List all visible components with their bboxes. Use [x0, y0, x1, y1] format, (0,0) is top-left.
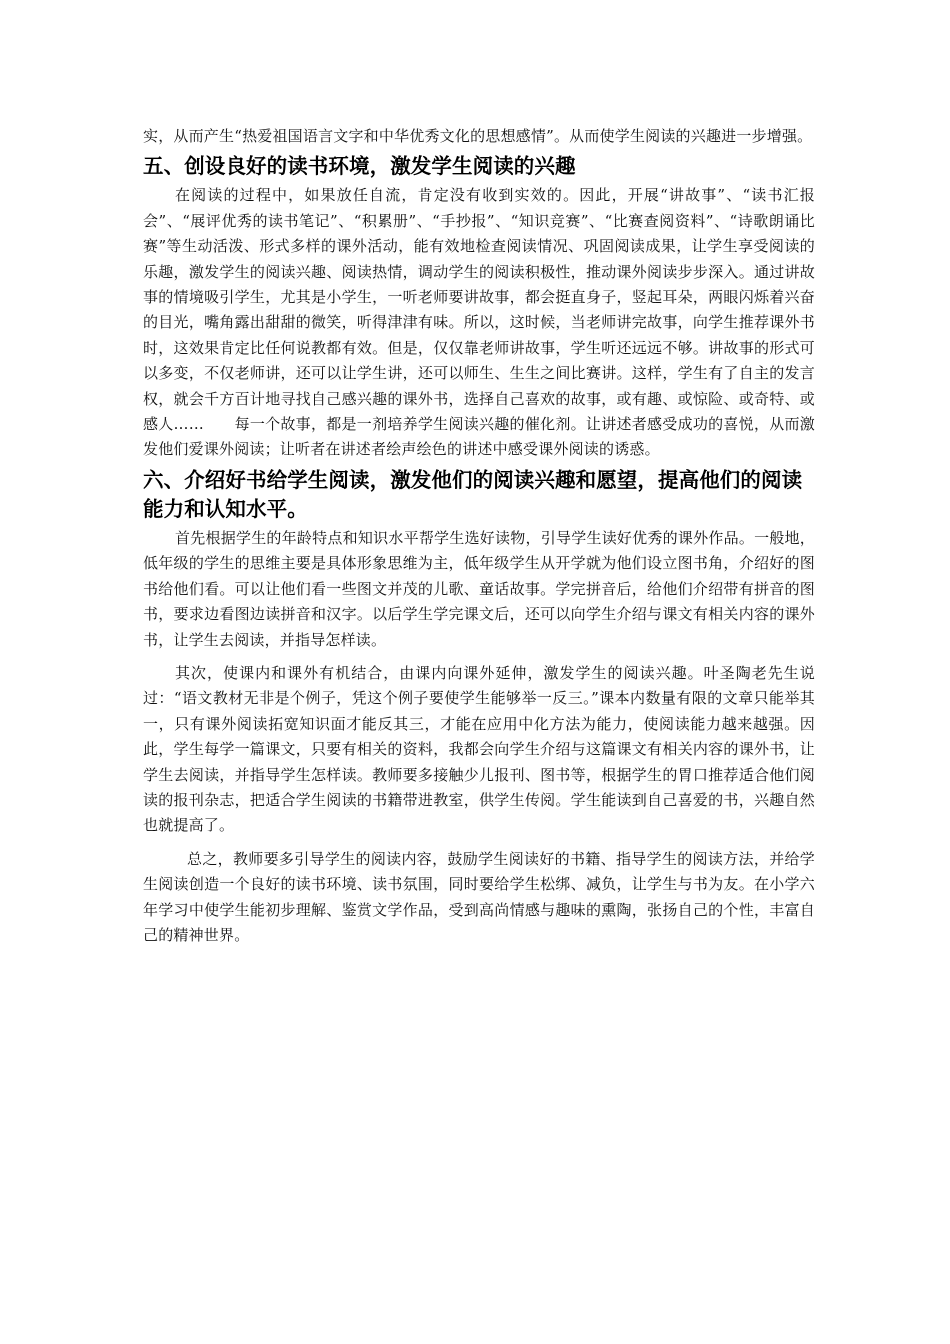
conclusion-paragraph: 总之，教师要多引导学生的阅读内容，鼓励学生阅读好的书籍、指导学生的阅读方法，并给学生阅读创造一个良好的读书环境、读书氛围，同时要给学生松绑、减负，让学生与书为友。在小学六年学习中使学生能初步理解、鉴赏文学作品，受到高尚情感与趣味的熏陶，张扬自己的个性，丰富自己的精神世界。	[143, 849, 815, 944]
document-body	[143, 124, 815, 948]
intro-tail-paragraph: 实，从而产生“热爱祖国语言文字和中华优秀文化的思想感情”。从而使学生阅读的兴趣进一步增强。	[143, 127, 813, 145]
section-5-heading: 五、创设良好的读书环境，激发学生阅读的兴趣	[143, 154, 576, 179]
section-5-paragraph: 在阅读的过程中，如果放任自流，肯定没有收到实效的。因此，开展“讲故事”、“读书汇报会”、“展评优秀的读书笔记”、“积累册”、“手抄报”、“知识竞赛”、“比赛查阅资料”、“诗歌朗诵比赛”等生动活泼、形式多样的课外活动，能有效地检查阅读情况、巩固阅读成果，让学生享受阅读的乐趣，激发学生的阅读兴趣、阅读热情，调动学生的阅读积极性，推动课外阅读步步深入。通过讲故事的情境吸引学生，尤其是小学生，一听老师要讲故事，都会挺直身子，竖起耳朵，两眼闪烁着兴奋的目光，嘴角露出甜甜的微笑，听得津津有味。所以，这时候，当老师讲完故事，向学生推荐课外书时，这效果肯定比任何说教都有效。但是，仅仅靠老师讲故事，学生听还远远不够。讲故事的形式可以多变，不仅老师讲，还可以让学生讲，还可以师生、生生之间比赛讲。这样，学生有了自主的发言权，就会千方百计地寻找自己感兴趣的课外书，选择自己喜欢的故事，或有趣、或惊险、或奇特、或感人…… 每一个故事，都是一剂培养学生阅读兴趣的催化剂。让讲述者感受成功的喜悦，从而激发他们爱课外阅读；让听者在讲述者绘声绘色的讲述中感受课外阅读的诱惑。	[143, 186, 815, 459]
section-6-paragraph-1: 首先根据学生的年龄特点和知识水平帮学生选好读物，引导学生读好优秀的课外作品。一般地，低年级的学生的思维主要是具体形象思维为主，低年级学生从开学就为他们设立图书角，介绍好的图书给他们看。可以让他们看一些图文并茂的儿歌、童话故事。学完拼音后，给他们介绍带有拼音的图书，要求边看图边读拼音和汉字。以后学生学完课文后，还可以向学生介绍与课文有相关内容的课外书，让学生去阅读，并指导怎样读。	[143, 528, 815, 649]
section-6-paragraph-2: 其次，使课内和课外有机结合，由课内向课外延伸，激发学生的阅读兴趣。叶圣陶老先生说过：“语文教材无非是个例子，凭这个例子要使学生能够举一反三。”课本内数量有限的文章只能举其一，只有课外阅读拓宽知识面才能反其三，才能在应用中化方法为能力，使阅读能力越来越强。因此，学生每学一篇课文，只要有相关的资料，我都会向学生介绍与这篇课文有相关内容的课外书，让学生去阅读，并指导学生怎样读。教师要多接触少儿报刊、图书等，根据学生的胃口推荐适合他们阅读的报刊杂志，把适合学生阅读的书籍带进教室，供学生传阅。学生能读到自己喜爱的书，兴趣自然也就提高了。	[143, 663, 815, 835]
section-6-heading: 六、介绍好书给学生阅读，激发他们的阅读兴趣和愿望，提高他们的阅读能力和认知水平。	[143, 467, 803, 521]
